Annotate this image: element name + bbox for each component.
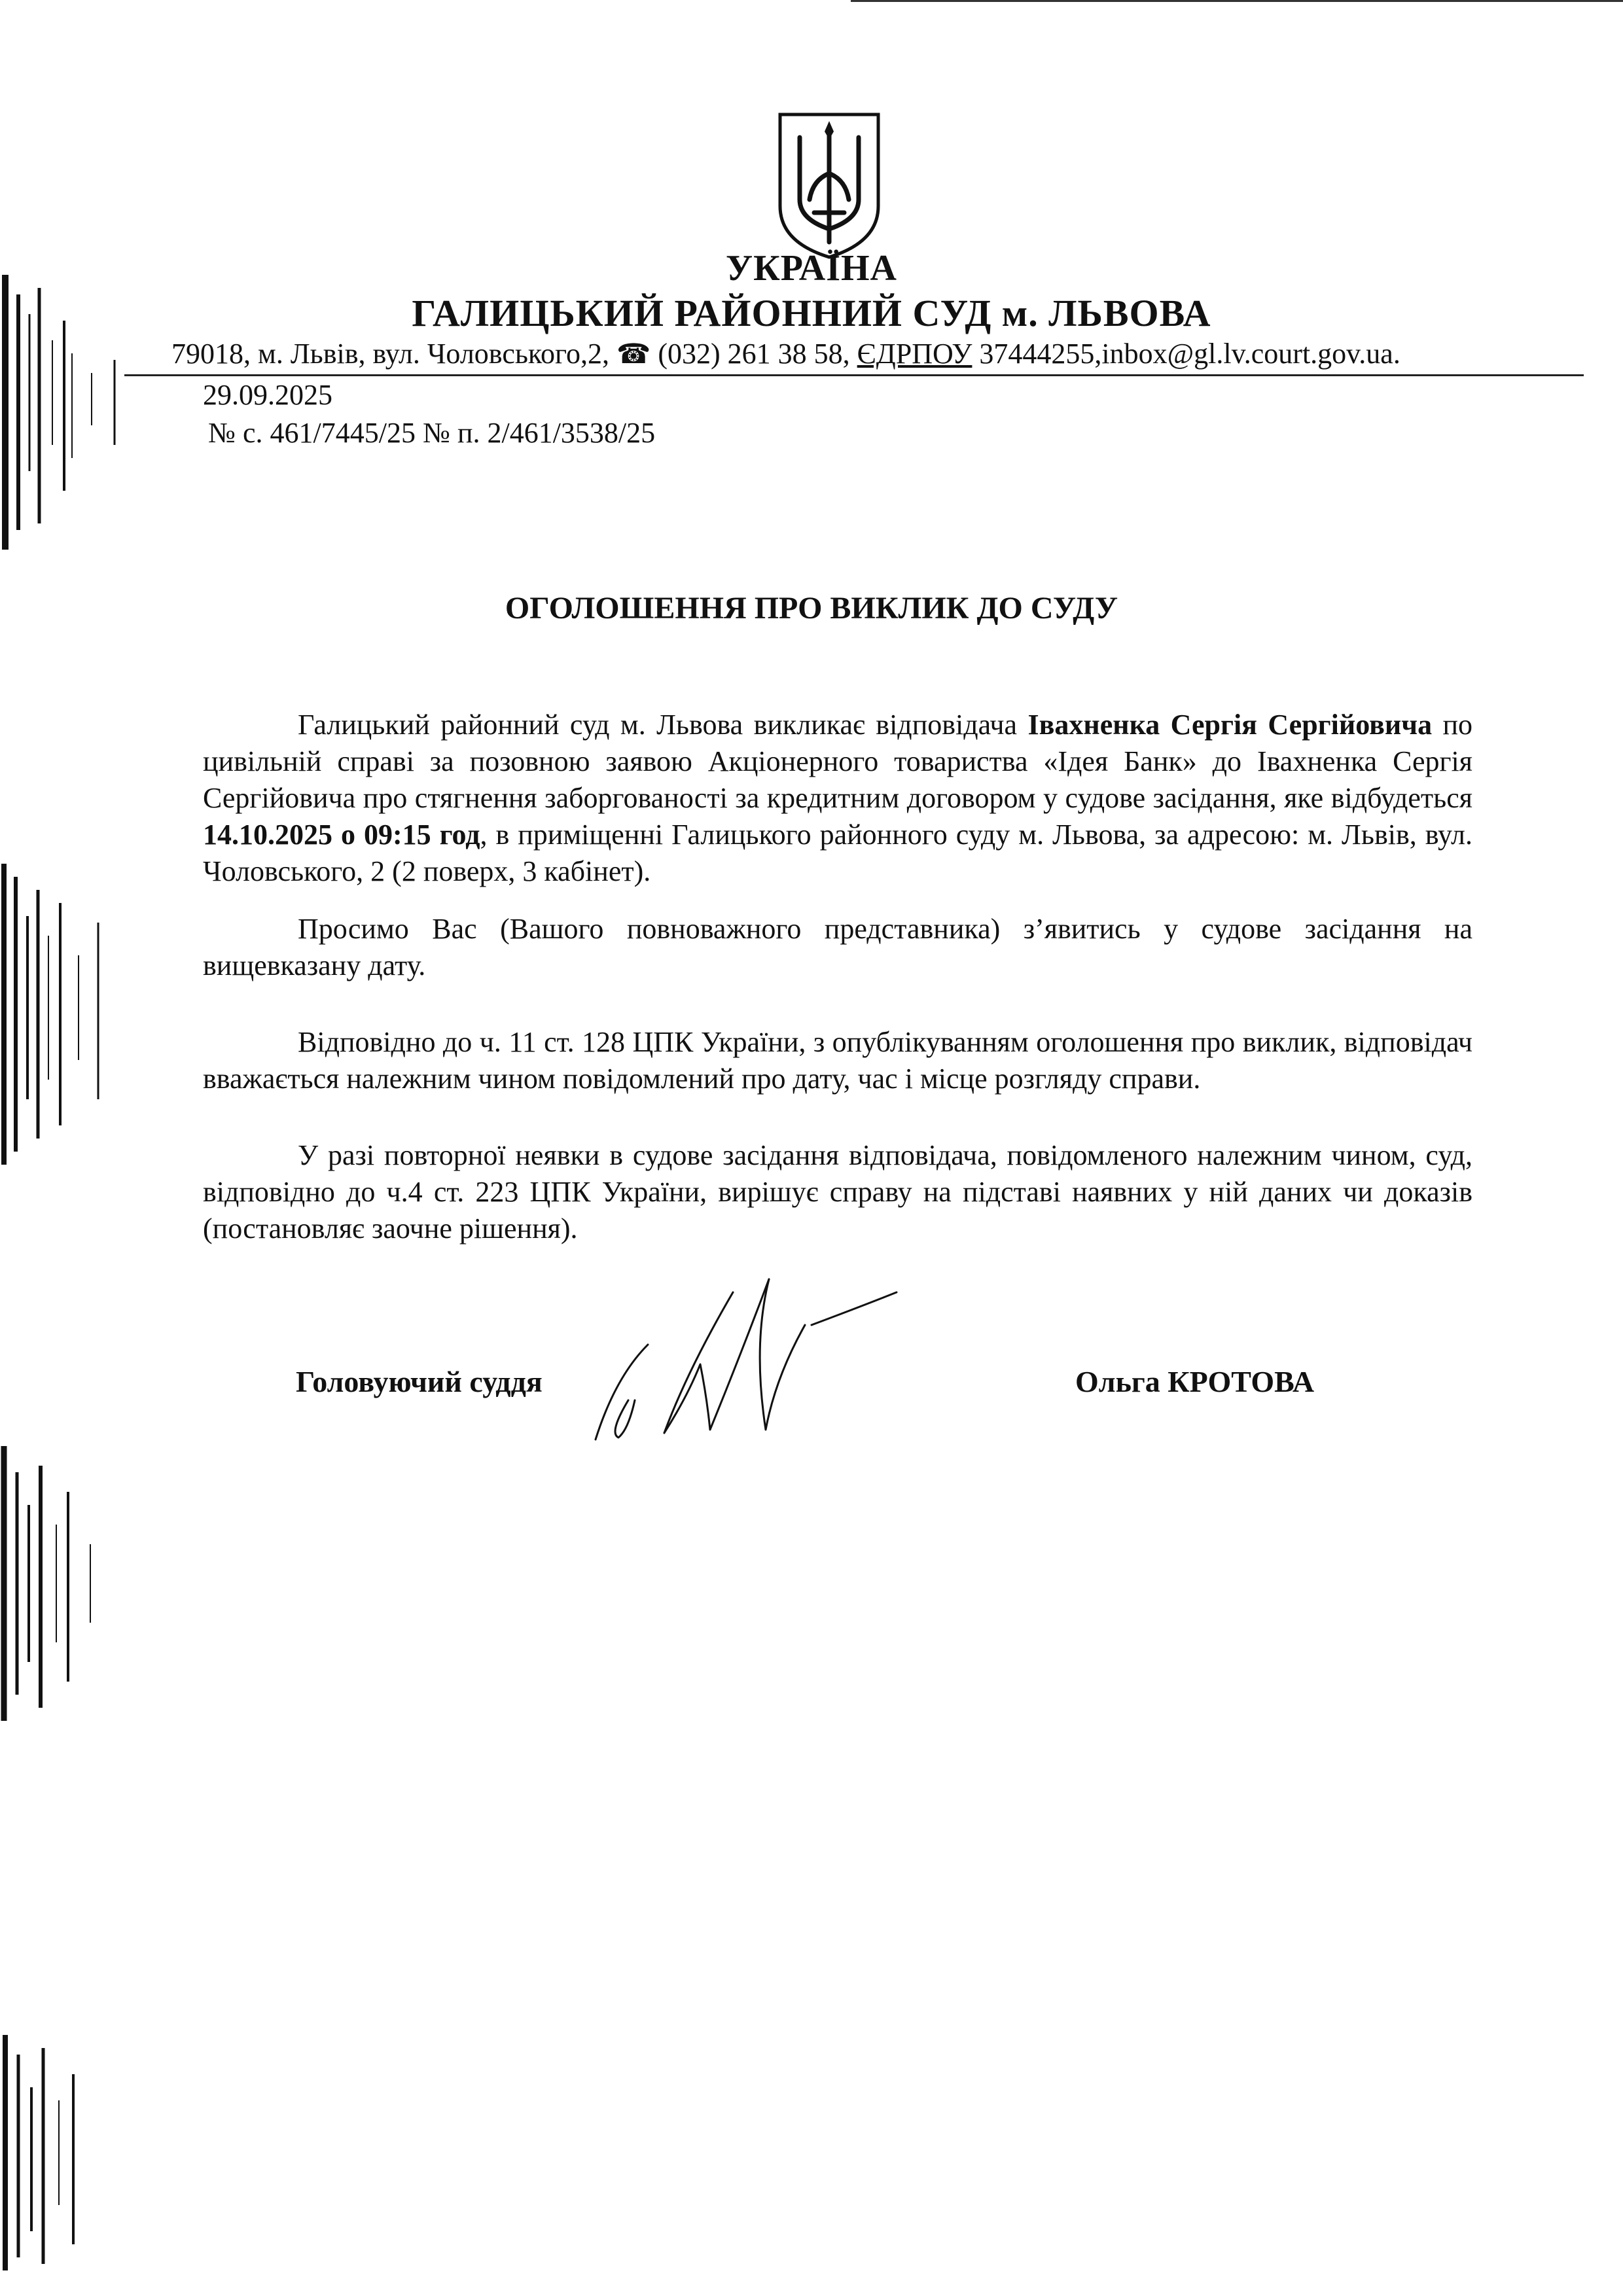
body-paragraph-1 xyxy=(203,707,1472,890)
scan-artifact-left-3 xyxy=(0,1446,164,1721)
scan-artifact-left-2 xyxy=(0,864,164,1165)
defendant-name: Івахненка Сергія Сергійовича xyxy=(1027,709,1433,741)
address-text: 79018, м. Львів, вул. Чоловського,2, xyxy=(171,338,617,370)
case-number: № с. 461/7445/25 № п. 2/461/3538/25 xyxy=(208,417,656,449)
hearing-datetime: 14.10.2025 о 09:15 год xyxy=(203,819,480,851)
judge-name: Ольга КРОТОВА xyxy=(1075,1365,1315,1398)
country-heading: УКРАЇНА xyxy=(726,248,897,289)
document-title: ОГОЛОШЕННЯ ПРО ВИКЛИК ДО СУДУ xyxy=(505,591,1118,626)
signature-position: Головуючий суддя xyxy=(296,1365,543,1398)
edrpou-label: ЄДРПОУ xyxy=(857,338,972,370)
phone-icon: ☎ xyxy=(616,340,651,370)
p1-text-2: по цивільній справі за позовною заявою Акціонерного товариства «Ідея Банк» до Івахненка Сергія Сергійовича про стягнення заборгованості за кредитним договором у судове засідання, яке відбудеться xyxy=(203,709,1473,814)
header-divider xyxy=(124,374,1584,376)
edrpou-and-email: 37444255,inbox@gl.lv.court.gov.ua. xyxy=(972,338,1400,370)
court-address xyxy=(171,337,1400,370)
handwritten-signature xyxy=(589,1266,982,1449)
p1-text-3: , в приміщенні Галицького районного суду м. Львова, за адресою: м. Львів, вул. Чоловського, 2 (2 поверх, 3 кабінет). xyxy=(203,819,1473,887)
body-paragraph-2: Просимо Вас (Вашого повноважного представника) з’явитись у судове засідання на вищевказану дату. xyxy=(203,913,1472,981)
p1-text-1: Галицький районний суд м. Львова викликає відповідача xyxy=(298,709,1028,741)
court-name-heading: ГАЛИЦЬКИЙ РАЙОННИЙ СУД м. ЛЬВОВА xyxy=(412,292,1211,334)
scan-edge-line xyxy=(851,0,1623,9)
coat-of-arms-icon xyxy=(774,108,885,262)
body-paragraph-3: Відповідно до ч. 11 ст. 128 ЦПК України, з опублікуванням оголошення про виклик, відповідач вважається належним чином повідомлений про дату, час і місце розгляду справи. xyxy=(203,1026,1472,1095)
document-date: 29.09.2025 xyxy=(203,379,332,411)
body-paragraph-4: У разі повторної неявки в судове засідання відповідача, повідомленого належним чином, суд, відповідно до ч.4 ст. 223 ЦПК України, вирішує справу на підставі наявних у ній даних чи доказів (постановляє заочне рішення). xyxy=(203,1139,1472,1245)
phone-number: (032) 261 38 58, xyxy=(651,338,857,370)
scan-artifact-left-4 xyxy=(0,2035,164,2270)
